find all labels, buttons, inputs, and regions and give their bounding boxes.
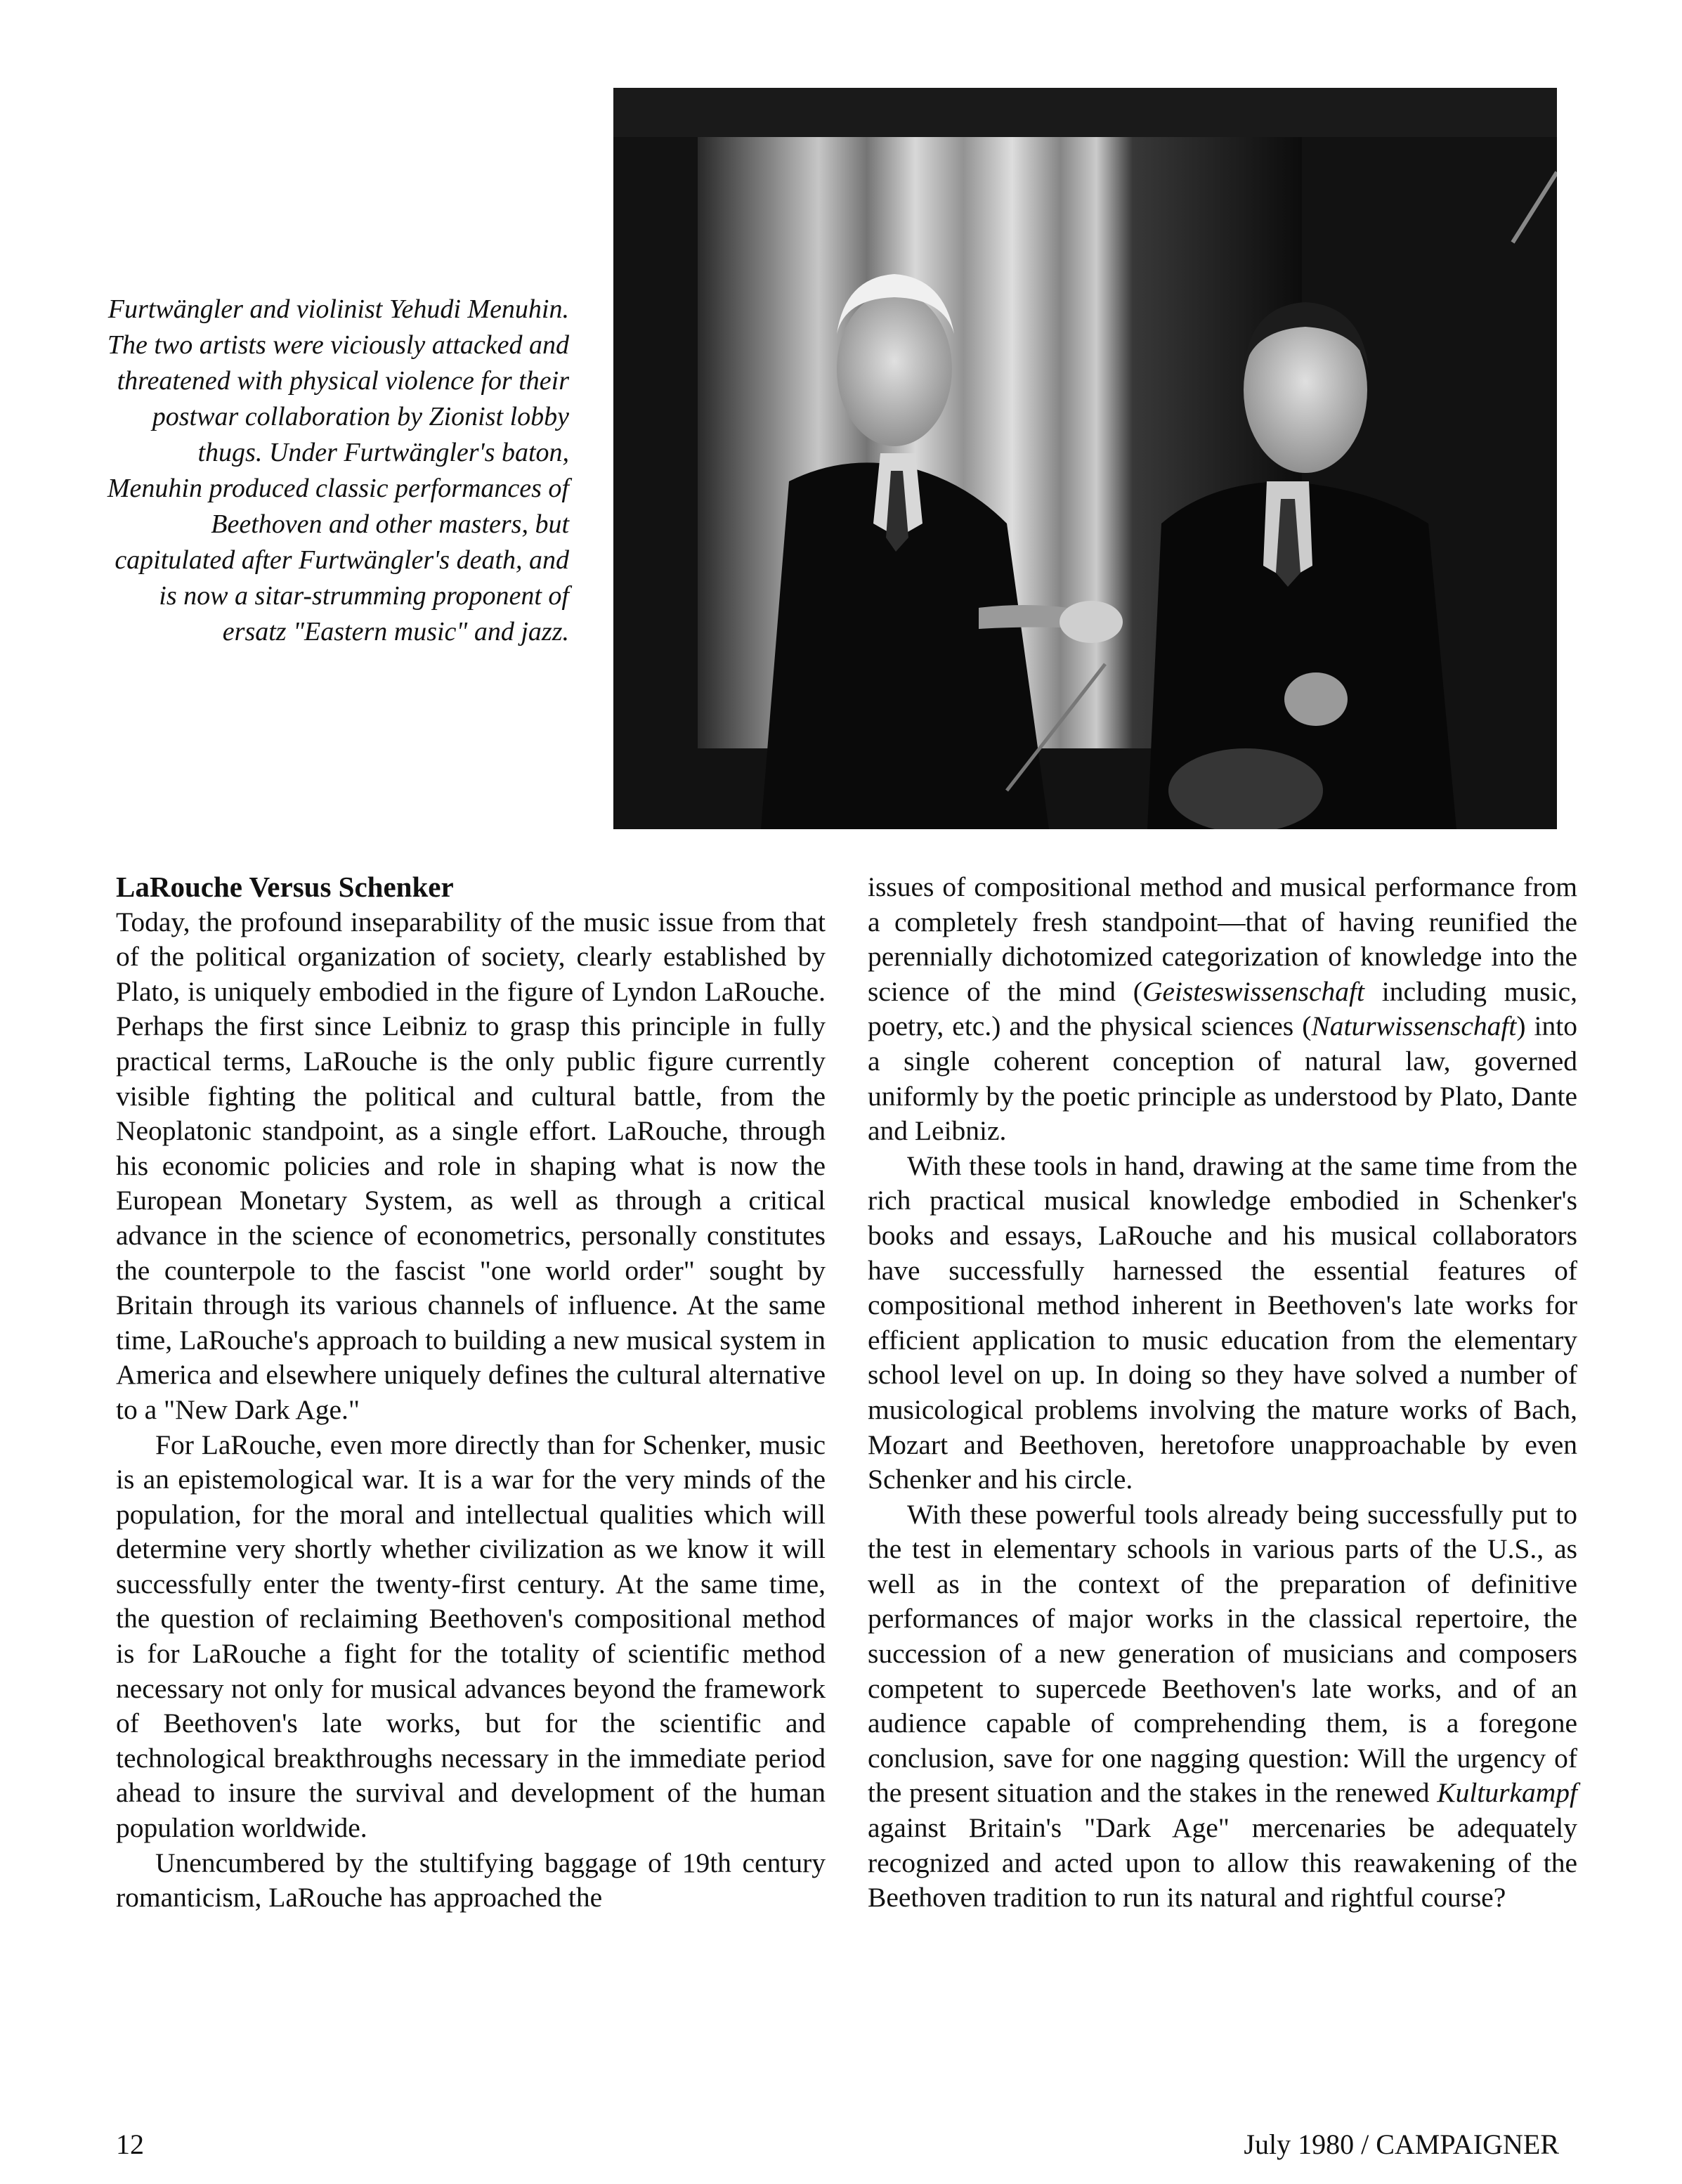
paragraph: With these powerful tools already being successfully put to the test in elementary schools in various parts of the U.S., as well as in the context of the preparation of definitive performances of major works in the classical repertoire, the succession of a new generation of musicians and composers competent to supercede Beethoven's late works, and of an audience capable of comprehending them, is a foregone conclusion, save for one nagging question: Will the urgency of the present situation and the stakes in the renewed Kulturkampf against Britain's "Dark Age" mercenaries be adequately recognized and acted upon to allow this reawakening of the Beethoven tradition to run its natural and rightful course? [868,1498,1577,1913]
emphasis: Naturwissenschaft [1311,1010,1517,1042]
paragraph: For LaRouche, even more directly than for Schenker, music is an epistemological war. It is a war for the very minds of the population, for the moral and intellectual qualities which will determine very shortly whether civilization as we know it will successfully enter the twenty-first century. At the same time, the question of reclaiming Beethoven's compositional method is for LaRouche a fight for the totality of scientific method necessary not only for musical advances beyond the framework of Beethoven's late works, but for the scientific and technological breakthroughs necessary in the immediate period ahead to insure the survival and development of the human population worldwide. [116,1429,826,1844]
page-number: 12 [116,2128,144,2160]
publication-footer: July 1980 / CAMPAIGNER [1244,2128,1559,2160]
section-heading: LaRouche Versus Schenker [116,871,454,903]
article-column-left [116,870,826,1916]
paragraph: With these tools in hand, drawing at the same time from the rich practical musical knowledge embodied in Schenker's books and essays, LaRouche and his musical collaborators have successfully harnessed the essential features of compositional method inherent in Beethoven's late works for efficient application to music education from the elementary school level on up. In doing so they have solved a number of musicological problems involving the mature works of Bach, Mozart and Beethoven, heretofore unapproachable by even Schenker and his circle. [868,1150,1577,1495]
emphasis: Geisteswissenschaft [1142,975,1364,1007]
photo-caption: Furtwängler and violinist Yehudi Menuhin. The two artists were viciously attacked and threatened with physical violence for their postwar collaboration by Zionist lobby thugs. Under Furtwängler's baton, Menuhin produced classic performances of Beethoven and other masters, but capitulated after Furtwängler's death, and is now a sitar-strumming proponent of ersatz "Eastern music" and jazz. [107,294,569,646]
paragraph: Today, the profound inseparability of the music issue from that of the political organization of society, clearly established by Plato, is uniquely embodied in the figure of Lyndon LaRouche. Perhaps the first since Leibniz to grasp this principle in fully practical terms, LaRouche is the only public figure currently visible fighting the political and cultural battle, from the Neoplatonic standpoint, as a single effort. LaRouche, through his economic policies and role in shaping what is now the European Monetary System, as well as through a critical advance in the science of econometrics, personally constitutes the counterpole to the fascist "one world order" sought by Britain through its various channels of influence. At the same time, LaRouche's approach to building a new musical system in America and elsewhere uniquely defines the cultural alternative to a "New Dark Age." [116,906,826,1425]
photo-furtwangler-menuhin [613,88,1557,829]
paragraph: issues of compositional method and musical performance from a completely fresh standpoint—that of having reunified the perennially dichotomized categorization of knowledge into the science of the mind (Geisteswissenschaft including music, poetry, etc.) and the physical sciences (Naturwissenschaft) into a single coherent conception of natural law, governed uniformly by the poetic principle as understood by Plato, Dante and Leibniz. [868,871,1577,1147]
article-column-right [868,870,1577,1916]
emphasis: Kulturkampf [1437,1777,1577,1809]
paragraph: Unencumbered by the stultifying baggage of 19th century romanticism, LaRouche has approached the [116,1847,826,1913]
